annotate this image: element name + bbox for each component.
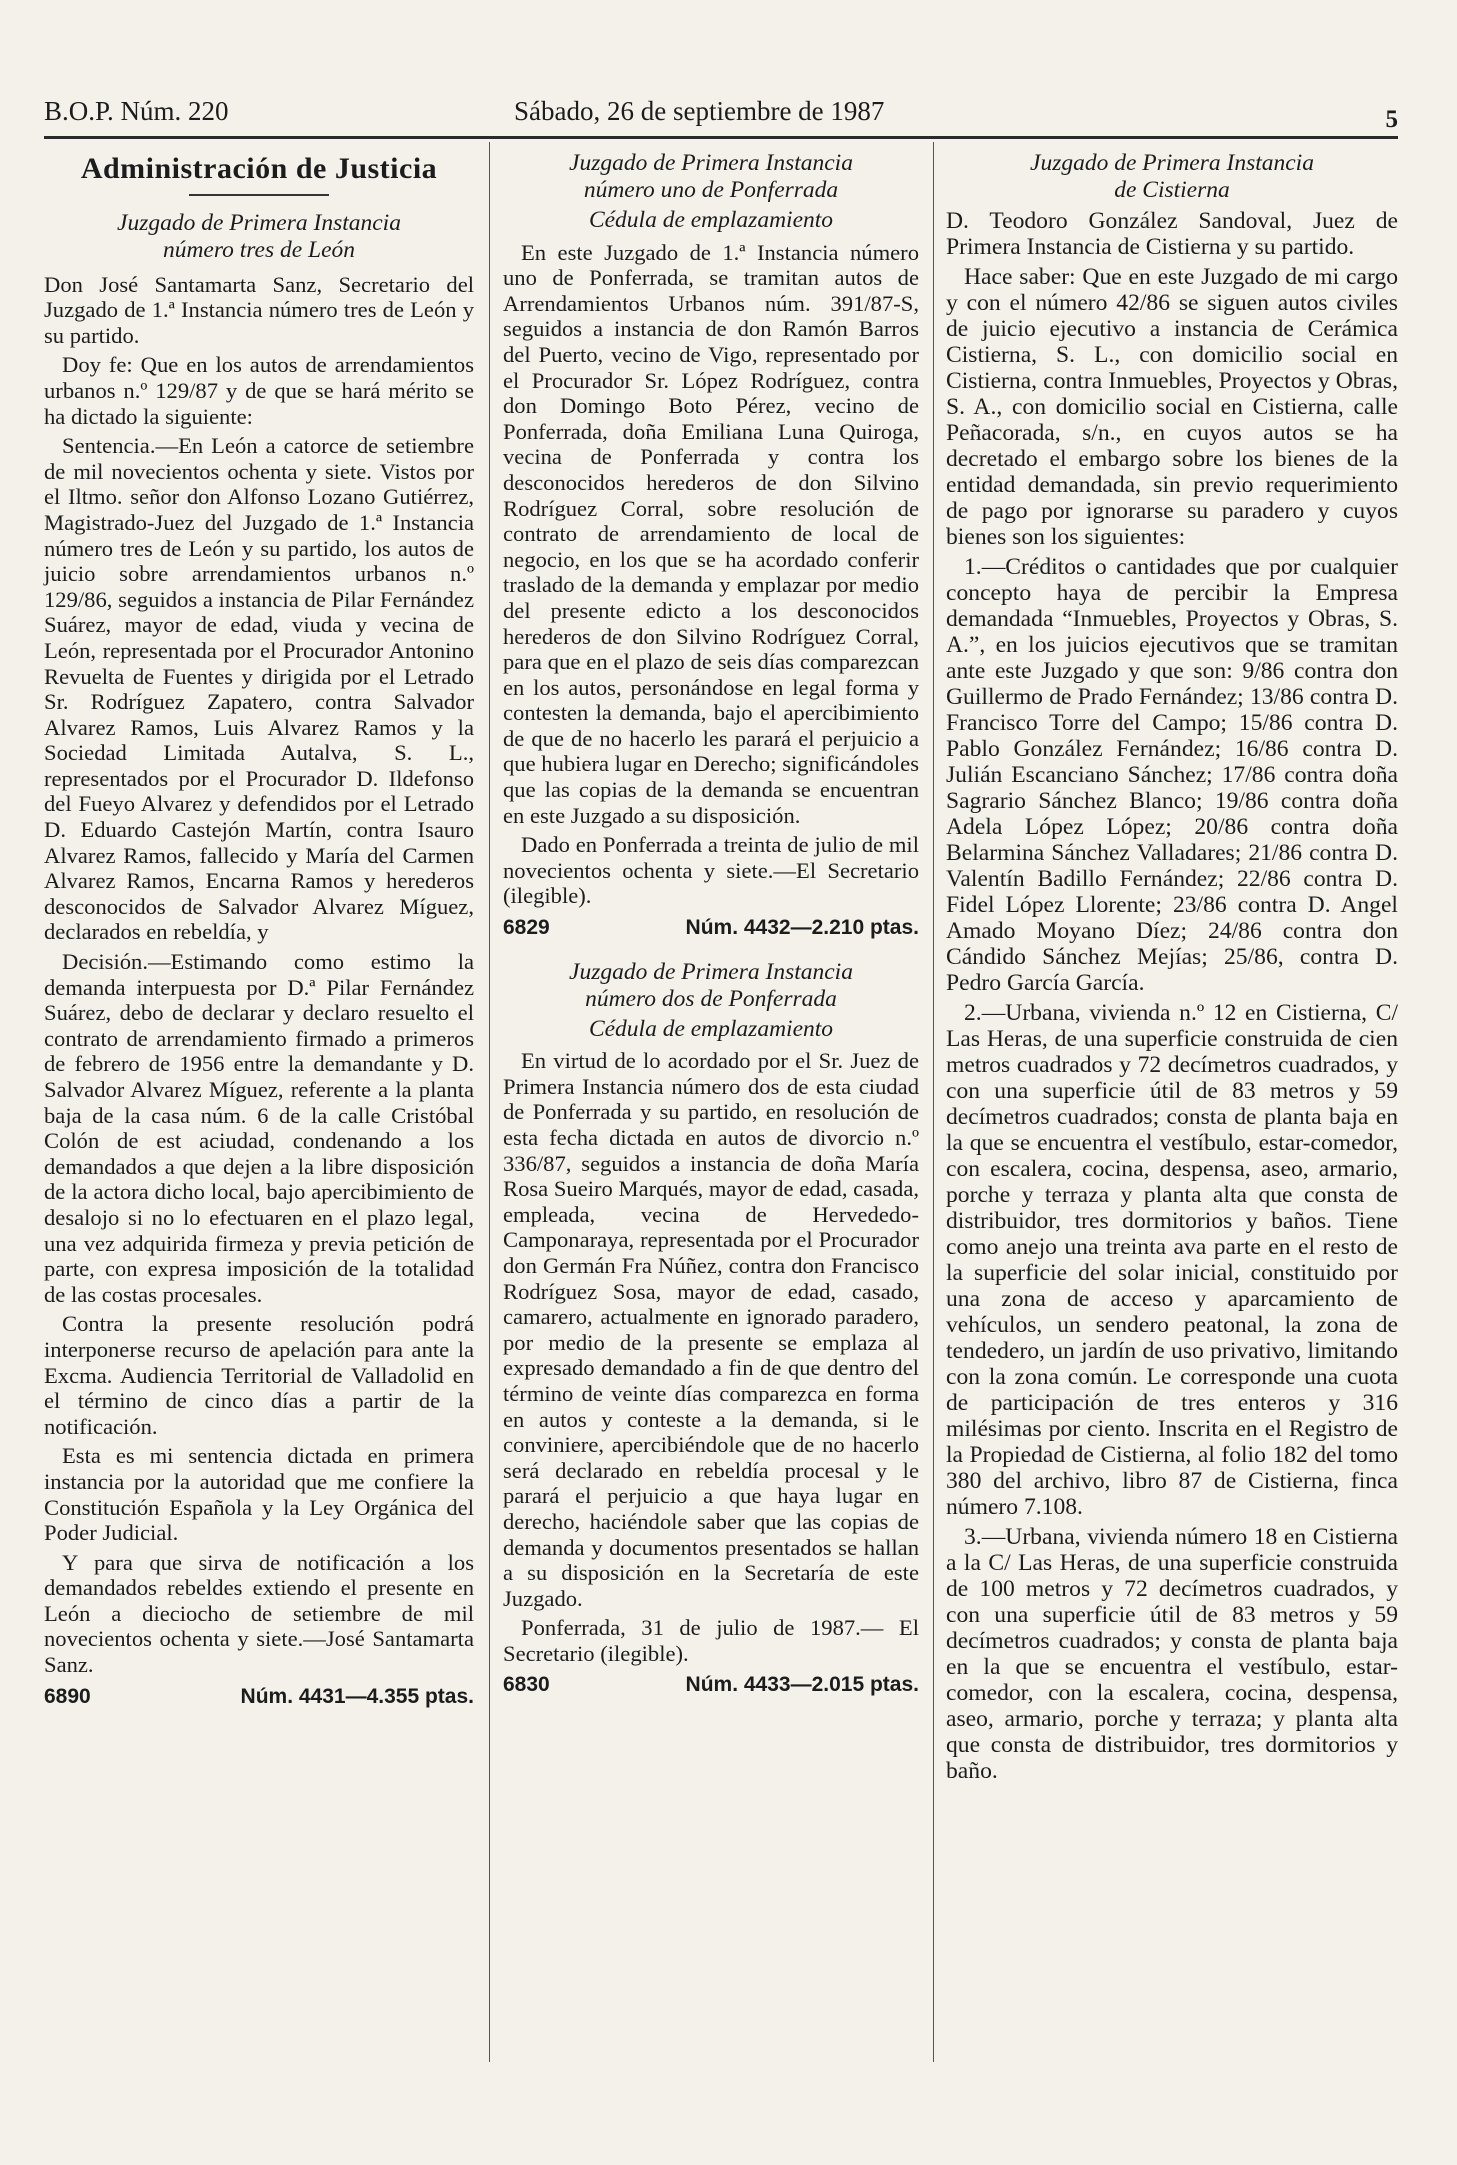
notice-subtitle: Cédula de emplazamiento (588, 1015, 834, 1042)
page-header (44, 96, 1398, 132)
paragraph: En virtud de lo acordado por el Sr. Juez de Primera Instancia número dos de esta ciudad de Ponferrada y su partido, en resolución de esta fecha dictada en autos de divorcio n.º 336/87, seguidos a instancia de doña María Rosa Sueiro Marqués, mayor de edad, casada, empleada, vecina de Hervededo-Camponaraya, representada por el Procurador don Germán Fra Núñez, contra don Francisco Rodríguez Sosa, mayor de edad, casado, camarero, actualmente en ignorado paradero, por medio de la presente se emplaza al expresado demandado a fin de que dentro del término de veinte días comparezca en forma en autos y conteste a la demanda, si le conviniere, apercibiéndole que de no hacerlo será declarado en rebeldía procesal y le parará el perjuicio a que haya lugar en derecho, haciéndole saber que las copias de demanda y documentos presentados se hallan a su disposición en la Secretaría de este Juzgado. (503, 1048, 919, 1611)
court-name: Juzgado de Primera Instancia (569, 150, 853, 176)
court-location: número uno de Ponferrada (583, 177, 839, 203)
reference-number: 6890 (44, 1684, 91, 1708)
reference-number: 6830 (503, 1673, 550, 1697)
bulletin-number: B.O.P. Núm. 220 (44, 96, 229, 126)
paragraph: Dado en Ponferrada a treinta de julio de mil novecientos ochenta y siete.—El Secretario (ilegible). (503, 832, 919, 909)
notice-reference (503, 915, 919, 941)
header-rule (44, 136, 1398, 139)
paragraph: Hace saber: Que en este Juzgado de mi cargo y con el número 42/86 se siguen autos civiles de juicio ejecutivo a instancia de Cerámica Cistierna, S. L., con domicilio social en Cistierna, contra Inmuebles, Proyectos y Obras, S. A., con domicilio social en Cistierna, calle Peñacorada, s/n., en cuyos autos se ha decretado el embargo sobre los bienes de la entidad demandada, sin previo requerimiento de pago por ignorarse su paradero y cuyos bienes son los siguientes: (946, 264, 1398, 550)
page-number: 5 (1385, 106, 1398, 133)
paragraph: 1.—Créditos o cantidades que por cualquier concepto haya de percibir la Empresa demandada “Inmuebles, Proyectos y Obras, S. A.”, en los juicios ejecutivos que se tramitan ante este Juzgado y que son: 9/86 contra don Guillermo de Prado Fernández; 13/86 contra D. Francisco Torre del Campo; 15/86 contra D. Pablo González Fernández; 16/86 contra D. Julián Escanciano Sánchez; 17/86 contra doña Sagrario Sánchez Blanco; 19/86 contra doña Adela López López; 20/86 contra doña Belarmina Sánchez Valladares; 21/86 contra D. Valentín Badillo Fernández; 22/86 contra D. Fidel López Llorente; 23/86 contra D. Angel Amado Moyano Díez; 24/86 contra don Cándido Sánchez Mejías; 25/86, contra D. Pedro García García. (946, 554, 1398, 996)
court-name: Juzgado de Primera Instancia (569, 958, 853, 985)
paragraph: Ponferrada, 31 de julio de 1987.— El Secretario (ilegible). (503, 1615, 919, 1666)
reference-cost: Núm. 4432—2.210 ptas. (685, 916, 919, 940)
paragraph: D. Teodoro González Sandoval, Juez de Primera Instancia de Cistierna y su partido. (946, 208, 1398, 260)
court-location: número dos de Ponferrada (585, 985, 837, 1012)
paragraph: Esta es mi sentencia dictada en primera instancia por la autoridad que me confiere la Constitución Española y la Ley Orgánica del Poder Judicial. (44, 1443, 474, 1546)
column-1 (44, 150, 474, 1709)
paragraph: Decisión.—Estimando como estimo la demanda interpuesta por D.ª Pilar Fernández Suárez, debo de declarar y declaro resuelto el contrato de arrendamiento firmado a primeros de febrero de 1956 entre la demandante y D. Salvador Alvarez Míguez, referente a la planta baja de la casa núm. 6 de la calle Cristóbal Colón de est aciudad, condenando a los demandados a que dejen a la libre disposición de la actora dicho local, bajo apercibimiento de desalojo si no lo efectuaren en el plazo legal, una vez adquirida firmeza y previa petición de parte, con expresa imposición de la totalidad de las costas procesales. (44, 949, 474, 1307)
column-3 (946, 150, 1398, 1788)
section-rule (189, 194, 329, 196)
column-divider (933, 142, 934, 2062)
court-name: Juzgado de Primera Instancia (1030, 150, 1314, 176)
column-divider (489, 142, 490, 2062)
court-location: de Cistierna (1114, 177, 1230, 203)
notice-reference (44, 1684, 474, 1710)
section-title: Administración de Justicia (80, 152, 438, 185)
reference-cost: Núm. 4431—4.355 ptas. (240, 1684, 474, 1708)
paragraph: Doy fe: Que en los autos de arrendamientos urbanos n.º 129/87 y de que se hará mérito se ha dictado la siguiente: (44, 352, 474, 429)
column-2 (503, 150, 919, 1698)
paragraph: Don José Santamarta Sanz, Secretario del Juzgado de 1.ª Instancia número tres de León y su partido. (44, 271, 474, 348)
issue-date: Sábado, 26 de septiembre de 1987 (514, 96, 885, 126)
paragraph: Sentencia.—En León a catorce de setiembre de mil novecientos ochenta y siete. Vistos por el Iltmo. señor don Alfonso Lozano Gutiérrez, Magistrado-Juez del Juzgado de 1.ª Instancia número tres de León y su partido, los autos de juicio sobre arrendamientos urbanos n.º 129/86, seguidos a instancia de Pilar Fernández Suárez, mayor de edad, viuda y vecina de León, representada por el Procurador Antonino Revuelta de Fuentes y dirigida por el Letrado Sr. Rodríguez Zapatero, contra Salvador Alvarez Ramos, Luis Alvarez Ramos y la Sociedad Limitada Autalva, S. L., representados por el Procurador D. Ildefonso del Fueyo Alvarez y defendidos por el Letrado D. Eduardo Castejón Martín, contra Isauro Alvarez Ramos, fallecido y María del Carmen Alvarez Ramos, Encarna Ramos y herederos desconocidos de Salvador Alvarez Míguez, declarados en rebeldía, y (44, 433, 474, 945)
paragraph: 2.—Urbana, vivienda n.º 12 en Cistierna, C/ Las Heras, de una superficie construida de cien metros cuadrados y 72 decímetros cuadrados, y con una superficie útil de 83 metros y 59 decímetros cuadrados; consta de planta baja en la que se encuentra el vestíbulo, estar-comedor, con escalera, cocina, despensa, aseo, armario, porche y terraza y planta alta que consta de distribuidor, tres dormitorios y baños. Tiene como anejo una treinta ava parte en el resto de la superficie del solar inicial, constituido por una zona de acceso y aparcamiento de vehículos, un sendero peatonal, la zona de tendedero, un jardín de uso privativo, limitando con la zona común. Le corresponde una cuota de participación de tres enteros y 316 milésimas por ciento. Inscrita en el Registro de la Propiedad de Cistierna, al folio 182 del tomo 380 del archivo, libro 87 de Cistierna, finca número 7.108. (946, 1000, 1398, 1520)
court-name: Juzgado de Primera Instancia (117, 209, 401, 236)
reference-cost: Núm. 4433—2.015 ptas. (685, 1673, 919, 1697)
paragraph: Y para que sirva de notificación a los demandados rebeldes extiendo el presente en León a dieciocho de setiembre de mil novecientos ochenta y siete.—José Santamarta Sanz. (44, 1549, 474, 1678)
paragraph: 3.—Urbana, vivienda número 18 en Cistierna a la C/ Las Heras, de una superficie construida de 100 metros y 72 decímetros cuadrados, y con una superficie útil de 83 metros y 59 decímetros cuadrados; y consta de planta baja en la que se encuentra el vestíbulo, estar-comedor, con la escalera, cocina, despensa, aseo, armario, porche y terraza; y planta alta que consta de distribuidor, tres dormitorios y baño. (946, 1524, 1398, 1784)
paragraph: Contra la presente resolución podrá interponerse recurso de apelación para ante la Excma. Audiencia Territorial de Valladolid en el término de cinco días a partir de la notificación. (44, 1311, 474, 1439)
paragraph: En este Juzgado de 1.ª Instancia número uno de Ponferrada, se tramitan autos de Arrendamientos Urbanos núm. 391/87-S, seguidos a instancia de don Ramón Barros del Puerto, vecino de Vigo, representado por el Procurador Sr. López Rodríguez, contra don Domingo Boto Pérez, vecino de Ponferrada, doña Emiliana Luna Quiroga, vecina de Ponferrada y contra los desconocidos herederos de don Silvino Rodríguez Corral, sobre resolución de contrato de arrendamiento de local de negocio, en los que se ha acordado conferir traslado de la demanda y emplazar por medio del presente edicto a los desconocidos herederos de don Silvino Rodríguez Corral, para que en el plazo de seis días comparezcan en los autos, personándose en legal forma y contesten la demanda, bajo el apercibimiento de que de no hacerlo les parará el perjuicio a que hubiera lugar en Derecho; significándoles que las copias de la demanda se encuentran en este Juzgado a su disposición. (503, 239, 919, 828)
notice-subtitle: Cédula de emplazamiento (588, 207, 834, 233)
reference-number: 6829 (503, 916, 550, 940)
notice-reference (503, 1672, 919, 1698)
court-location: número tres de León (162, 236, 356, 263)
